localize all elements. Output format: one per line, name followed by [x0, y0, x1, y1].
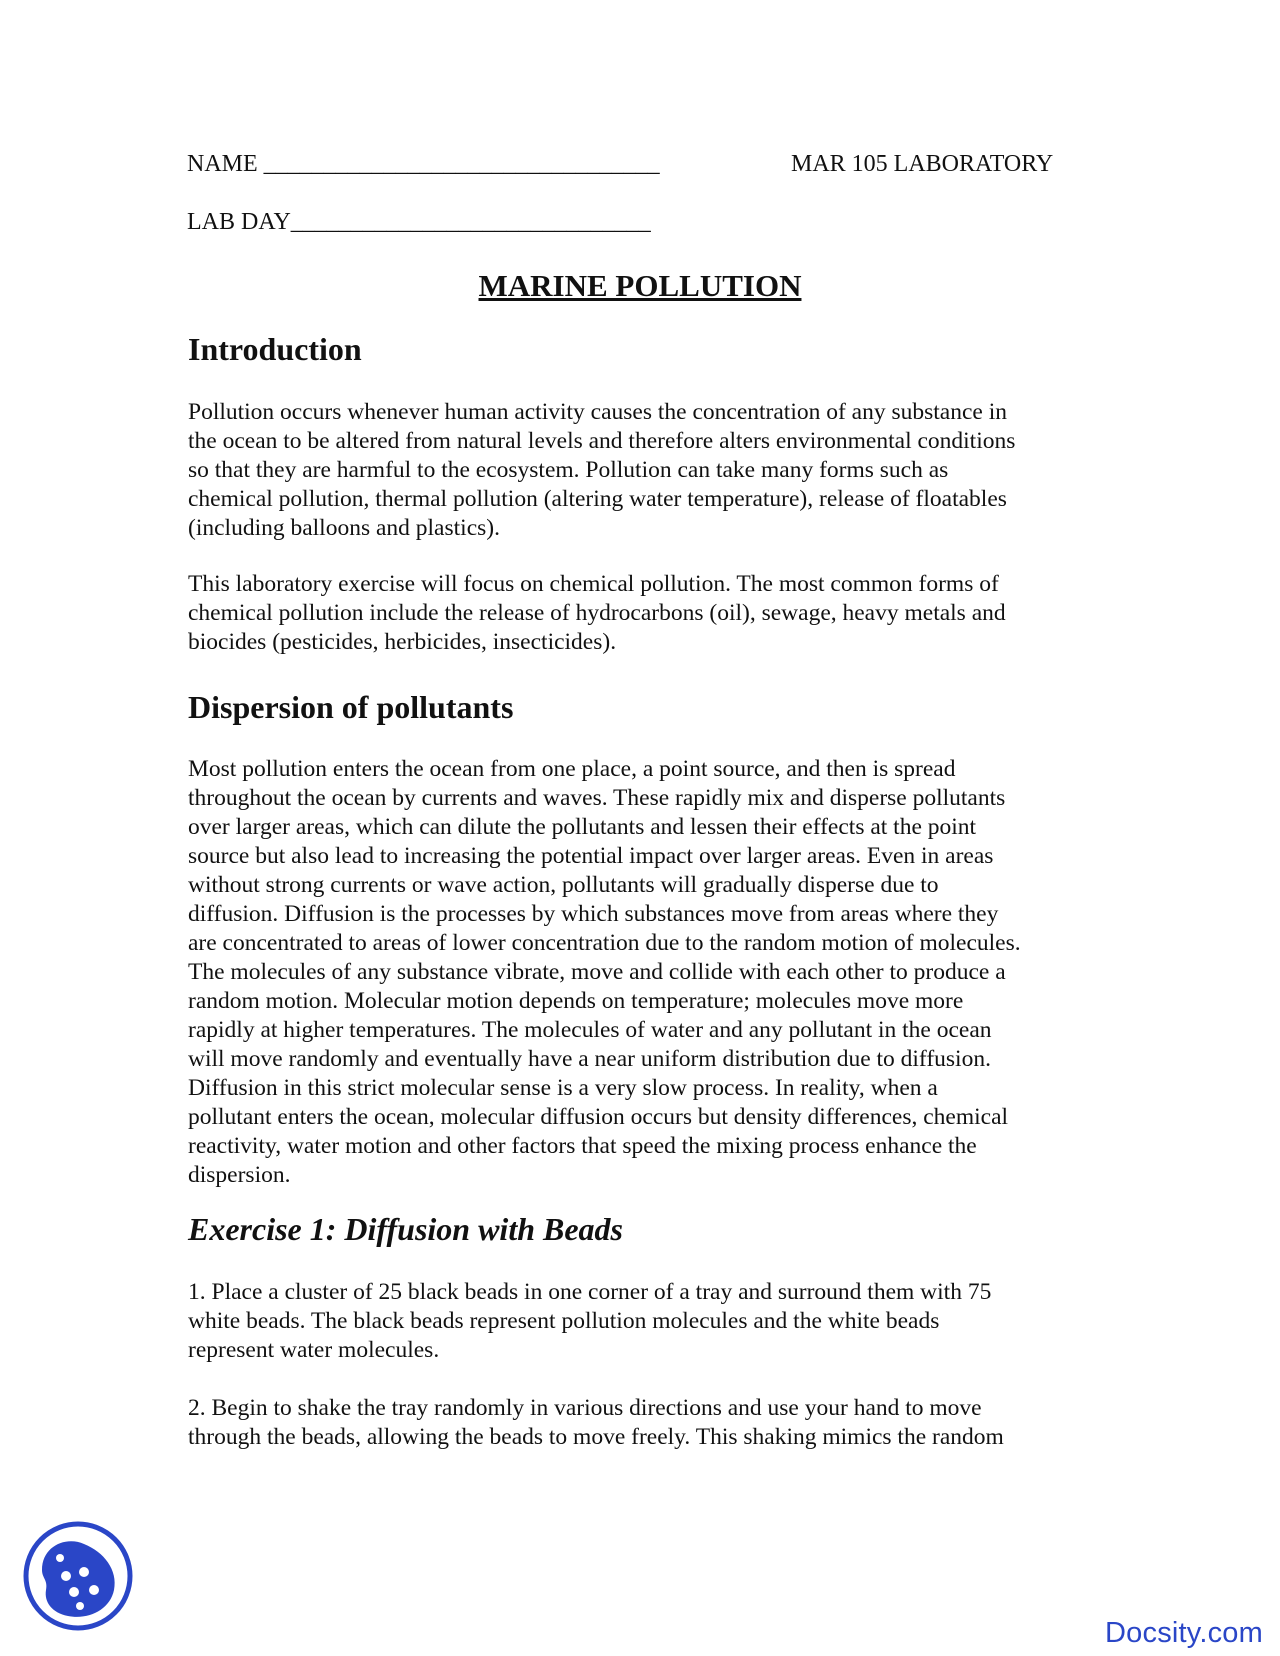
exercise1-heading: Exercise 1: Diffusion with Beads [188, 1211, 623, 1247]
text-line: Pollution occurs whenever human activity causes the concentration of any substance in [188, 399, 1007, 425]
name-blank: _________________________________ [263, 151, 660, 177]
text-line: represent water molecules. [188, 1337, 440, 1363]
text-line: biocides (pesticides, herbicides, insecticides). [188, 629, 617, 655]
labday-label: LAB DAY [187, 209, 291, 235]
docsity-logo-icon [22, 1518, 134, 1634]
text-line: chemical pollution, thermal pollution (altering water temperature), release of floatables [188, 486, 1007, 512]
docsity-brand-link[interactable]: Docsity.com [1105, 1617, 1263, 1649]
text-line: through the beads, allowing the beads to move freely. This shaking mimics the random [188, 1424, 1004, 1450]
text-line: over larger areas, which can dilute the pollutants and lessen their effects at the point [188, 814, 977, 840]
name-field-line [187, 150, 660, 179]
text-line: Diffusion in this strict molecular sense is a very slow process. In reality, when a [188, 1075, 938, 1101]
introduction-heading: Introduction [188, 331, 362, 367]
text-line: diffusion. Diffusion is the processes by which substances move from areas where they [188, 901, 999, 927]
dispersion-heading: Dispersion of pollutants [188, 689, 514, 725]
text-line: so that they are harmful to the ecosystem. Pollution can take many forms such as [188, 457, 949, 483]
exercise1-step-2 [188, 1394, 1098, 1452]
text-line: The molecules of any substance vibrate, move and collide with each other to produce a [188, 959, 1006, 985]
text-line: without strong currents or wave action, pollutants will gradually disperse due to [188, 872, 939, 898]
text-line: 1. Place a cluster of 25 black beads in one corner of a tray and surround them with 75 [188, 1279, 992, 1305]
name-label: NAME [187, 151, 258, 177]
text-line: reactivity, water motion and other factors that speed the mixing process enhance the [188, 1133, 977, 1159]
course-label: MAR 105 LABORATORY [791, 151, 1054, 177]
introduction-paragraph-2 [188, 570, 1098, 657]
text-line: are concentrated to areas of lower concentration due to the random motion of molecules. [188, 930, 1021, 956]
text-line: chemical pollution include the release of hydrocarbons (oil), sewage, heavy metals and [188, 600, 1006, 626]
labday-field-line [187, 208, 651, 237]
text-line: source but also lead to increasing the potential impact over larger areas. Even in areas [188, 843, 994, 869]
text-line: This laboratory exercise will focus on chemical pollution. The most common forms of [188, 571, 999, 597]
text-line: (including balloons and plastics). [188, 515, 500, 541]
text-line: will move randomly and eventually have a near uniform distribution due to diffusion. [188, 1046, 991, 1072]
document-title: MARINE POLLUTION [478, 268, 802, 303]
text-line: throughout the ocean by currents and waves. These rapidly mix and disperse pollutants [188, 785, 1006, 811]
exercise1-step-1 [188, 1278, 1098, 1365]
text-line: dispersion. [188, 1162, 291, 1188]
text-line: rapidly at higher temperatures. The molecules of water and any pollutant in the ocean [188, 1017, 992, 1043]
text-line: pollutant enters the ocean, molecular diffusion occurs but density differences, chemical [188, 1104, 1009, 1130]
labday-blank: ______________________________ [290, 209, 651, 235]
text-line: 2. Begin to shake the tray randomly in various directions and use your hand to move [188, 1395, 982, 1421]
text-line: white beads. The black beads represent pollution molecules and the white beads [188, 1308, 940, 1334]
text-line: Most pollution enters the ocean from one place, a point source, and then is spread [188, 756, 956, 782]
dispersion-paragraph [188, 755, 1098, 1190]
introduction-paragraph-1 [188, 398, 1098, 543]
text-line: the ocean to be altered from natural levels and therefore alters environmental conditions [188, 428, 1016, 454]
text-line: random motion. Molecular motion depends on temperature; molecules move more [188, 988, 964, 1014]
